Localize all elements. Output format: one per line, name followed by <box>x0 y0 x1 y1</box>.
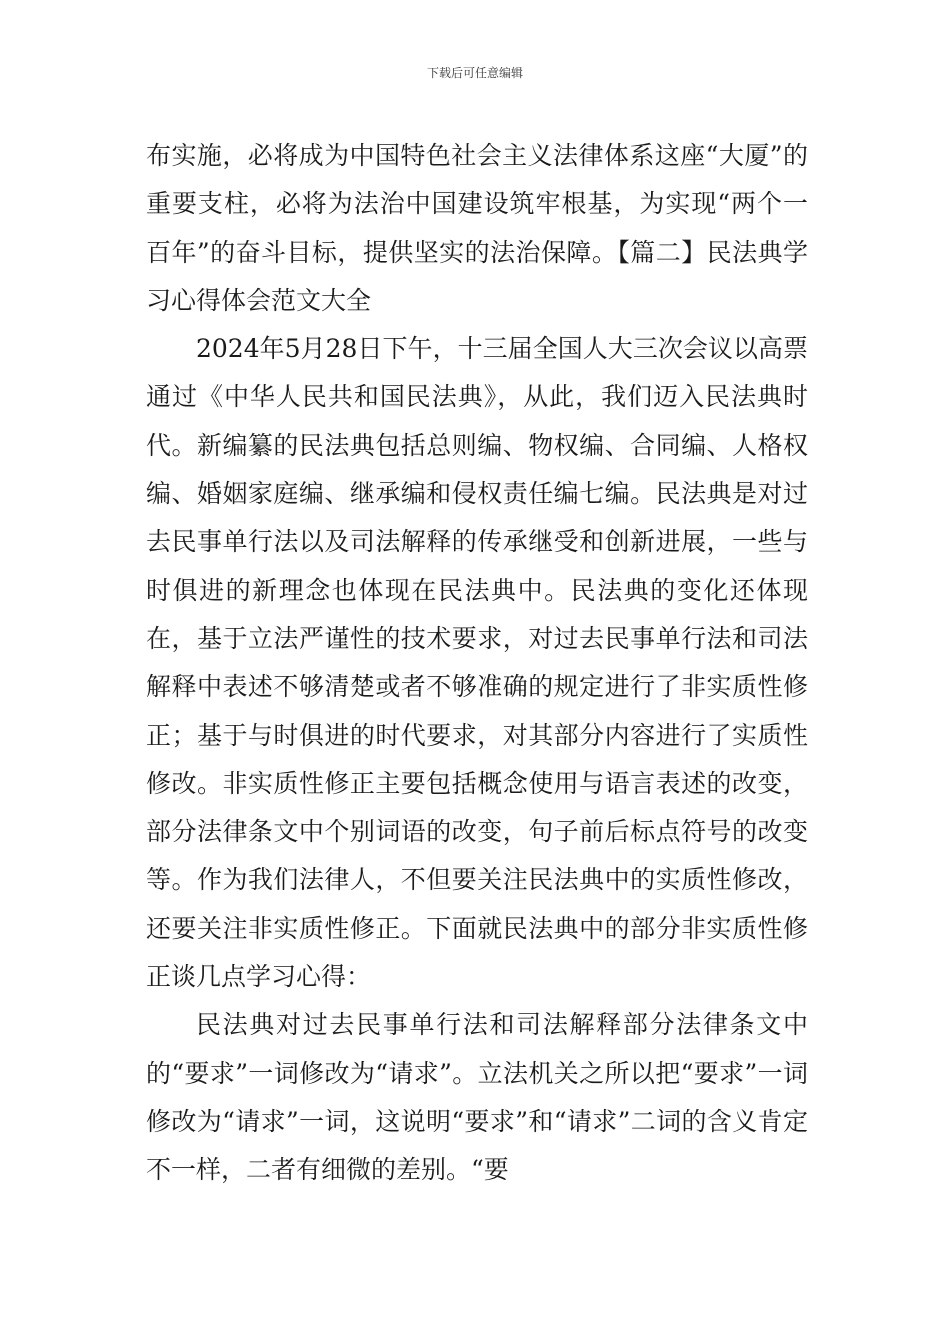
paragraph-continuation: 布实施，必将成为中国特色社会主义法律体系这座“大厦”的重要支柱，必将为法治中国建设筑牢根基，为实现“两个一百年”的奋斗目标，提供坚实的法治保障。【篇二】民法典学习心得体会范文大全 <box>146 141 808 315</box>
document-body <box>146 132 808 1195</box>
paragraph-request-wording: 民法典对过去民事单行法和司法解释部分法律条文中的“要求”一词修改为“请求”。立法机关之所以把“要求”一词修改为“请求”一词，这说明“要求”和“请求”二词的含义肯定不一样，二者有细微的差别。“要 <box>146 1010 808 1185</box>
paragraph-civil-code-intro: 2024年5月28日下午，十三届全国人大三次会议以高票通过《中华人民共和国民法典》，从此，我们迈入民法典时代。新编纂的民法典包括总则编、物权编、合同编、人格权编、婚姻家庭编、继承编和侵权责任编七编。民法典是对过去民事单行法以及司法解释的传承继受和创新进展，一些与时俱进的新理念也体现在民法典中。民法典的变化还体现在，基于立法严谨性的技术要求，对过去民事单行法和司法解释中表述不够清楚或者不够准确的规定进行了非实质性修正；基于与时俱进的时代要求，对其部分内容进行了实质性修改。非实质性修正主要包括概念使用与语言表述的改变，部分法律条文中个别词语的改变，句子前后标点符号的改变等。作为我们法律人，不但要关注民法典中的实质性修改，还要关注非实质性修正。下面就民法典中的部分非实质性修正谈几点学习心得： <box>146 334 808 992</box>
page-header: 下载后可任意编辑 <box>426 66 523 80</box>
